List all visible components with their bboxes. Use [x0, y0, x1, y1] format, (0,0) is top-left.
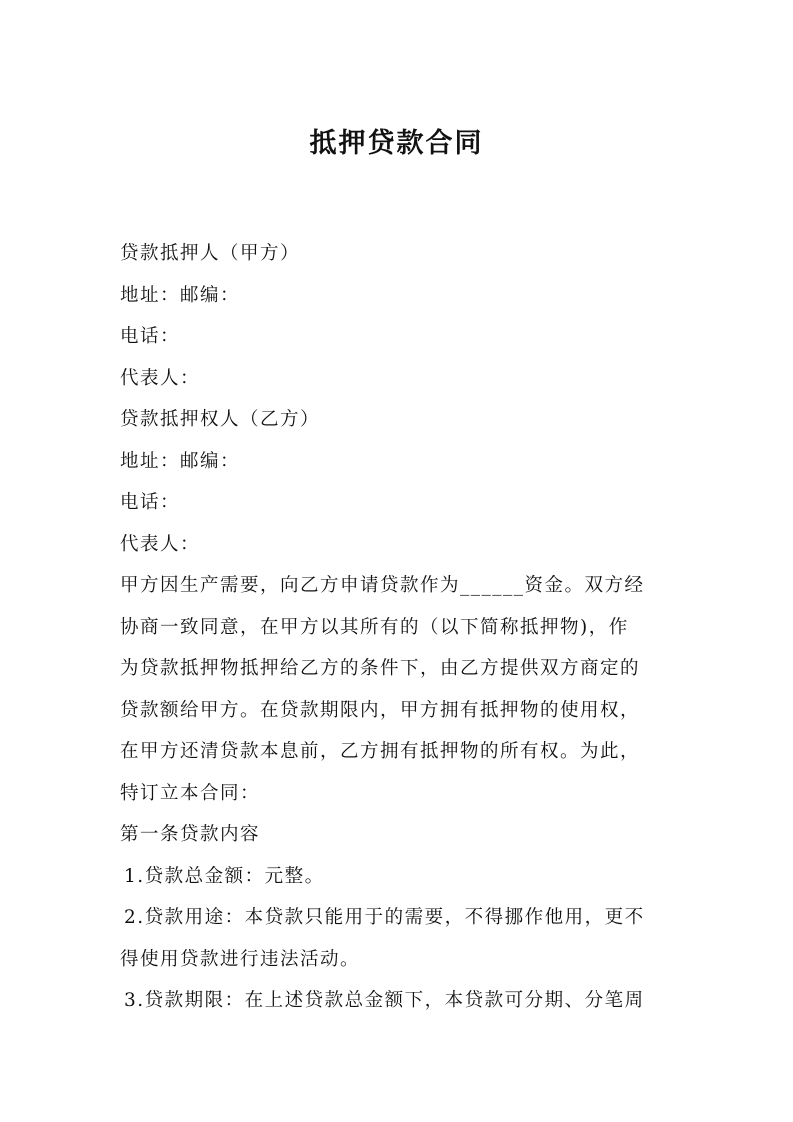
preamble-line: 特订立本合同：	[120, 782, 261, 804]
article-1-heading: 第一条贷款内容	[120, 824, 261, 845]
clause-3-loan-term: 3.贷款期限：在上述贷款总金额下，本贷款可分期、分笔周	[124, 990, 645, 1011]
preamble-line: 在甲方还清贷款本息前，乙方拥有抵押物的所有权。为此，	[120, 741, 641, 762]
party-b-phone: 电话：	[120, 492, 181, 513]
clause-1-total-amount: 1.贷款总金额：元整。	[124, 865, 325, 887]
document-title: 抵押贷款合同	[309, 128, 484, 159]
preamble-line: 协商一致同意，在甲方以其所有的（以下简称抵押物)，作	[120, 616, 629, 638]
party-a-heading: 贷款抵押人（甲方）	[120, 243, 301, 264]
clause-2-continued: 得使用贷款进行违法活动。	[120, 948, 361, 970]
preamble-line: 贷款额给甲方。在贷款期限内，甲方拥有抵押物的使用权，	[120, 699, 641, 721]
preamble-line: 甲方因生产需要，向乙方申请贷款作为______资金。双方经	[120, 575, 645, 596]
party-a-address: 地址：邮编：	[120, 284, 241, 306]
preamble-line: 为贷款抵押物抵押给乙方的条件下，由乙方提供双方商定的	[120, 658, 641, 679]
party-a-phone: 电话：	[120, 326, 181, 347]
party-b-representative: 代表人：	[120, 533, 201, 555]
document-body	[120, 233, 680, 1022]
party-b-address: 地址：邮编：	[120, 450, 241, 472]
party-a-representative: 代表人：	[120, 367, 201, 389]
clause-2-loan-purpose: 2.贷款用途：本贷款只能用于的需要，不得挪作他用，更不	[124, 907, 645, 928]
party-b-heading: 贷款抵押权人（乙方）	[120, 409, 321, 430]
